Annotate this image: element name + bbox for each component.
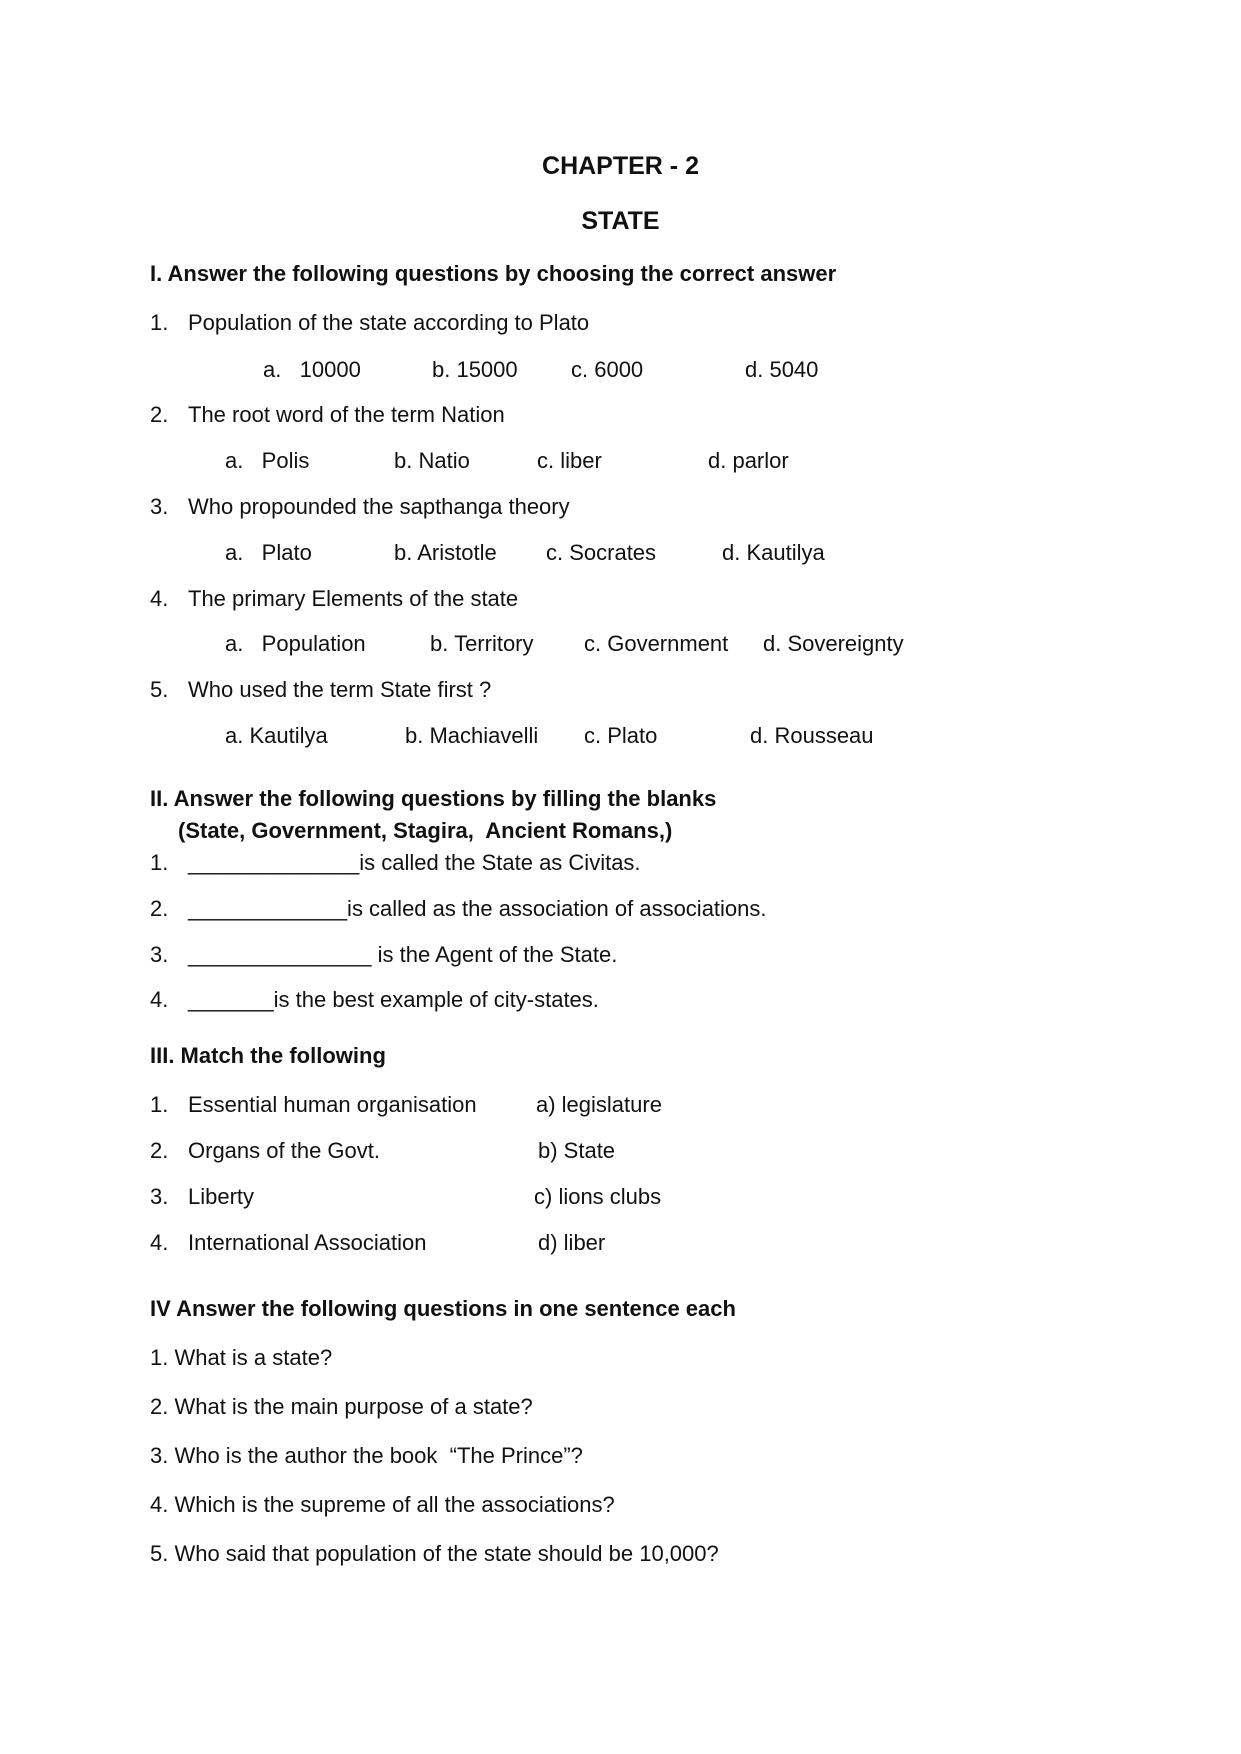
option-a: a. Kautilya [225,723,328,748]
match-left: Organs of the Govt. [188,1138,380,1163]
option-a: a. Polis [225,448,310,473]
question-text: Population of the state according to Plato [188,310,590,335]
section-1-heading: I. Answer the following questions by choosing the correct answer [150,261,837,286]
short-answer-question: 1. What is a state? [150,1345,333,1370]
question-text: The root word of the term Nation [188,402,505,427]
fill-blank-item: _____________is called as the association of associations. [188,896,767,921]
option-c: c. Government [584,631,729,656]
match-number: 4. [150,1230,169,1255]
question-text: Who propounded the sapthanga theory [188,494,570,519]
section-2-heading: II. Answer the following questions by filling the blanks [150,786,717,811]
fill-blank-number: 4. [150,987,169,1012]
option-c: c. liber [537,448,602,473]
section-4-heading: IV Answer the following questions in one sentence each [150,1296,736,1321]
option-d: d. 5040 [745,357,819,382]
match-right: a) legislature [536,1092,662,1117]
option-a: a. 10000 [263,357,361,382]
option-b: b. Machiavelli [405,723,539,748]
match-number: 3. [150,1184,169,1209]
question-number: 4. [150,586,169,611]
option-c: c. 6000 [571,357,644,382]
short-answer-question: 3. Who is the author the book “The Prince”? [150,1443,583,1468]
option-a: a. Plato [225,540,312,565]
short-answer-question: 4. Which is the supreme of all the associations? [150,1492,615,1517]
option-d: d. Kautilya [722,540,825,565]
question-number: 1. [150,310,169,335]
fill-blank-number: 2. [150,896,169,921]
short-answer-question: 2. What is the main purpose of a state? [150,1394,533,1419]
match-right: b) State [538,1138,616,1163]
match-left: Liberty [188,1184,255,1209]
fill-blank-number: 1. [150,850,169,875]
match-number: 2. [150,1138,169,1163]
option-d: d. Sovereignty [763,631,904,656]
question-text: Who used the term State first ? [188,677,492,702]
section-3-heading: III. Match the following [150,1043,386,1068]
match-right: c) lions clubs [534,1184,662,1209]
option-b: b. Natio [394,448,470,473]
question-number: 3. [150,494,169,519]
section-2-word-choices: (State, Government, Stagira, Ancient Romans,) [178,818,673,843]
fill-blank-item: ______________is called the State as Civitas. [188,850,641,875]
fill-blank-number: 3. [150,942,169,967]
question-number: 5. [150,677,169,702]
match-number: 1. [150,1092,169,1117]
fill-blank-item: _______is the best example of city-states. [188,987,599,1012]
short-answer-question: 5. Who said that population of the state should be 10,000? [150,1541,719,1566]
question-number: 2. [150,402,169,427]
fill-blank-item: _______________ is the Agent of the State. [188,942,618,967]
option-c: c. Plato [584,723,658,748]
chapter-label: CHAPTER - 2 [542,152,699,180]
match-left: International Association [188,1230,427,1255]
option-b: b. Territory [430,631,534,656]
option-d: d. parlor [708,448,789,473]
match-right: d) liber [538,1230,606,1255]
option-b: b. Aristotle [394,540,497,565]
option-d: d. Rousseau [750,723,874,748]
option-a: a. Population [225,631,366,656]
page-title: STATE [581,207,660,235]
match-left: Essential human organisation [188,1092,477,1117]
question-text: The primary Elements of the state [188,586,519,611]
option-c: c. Socrates [546,540,657,565]
option-b: b. 15000 [432,357,518,382]
